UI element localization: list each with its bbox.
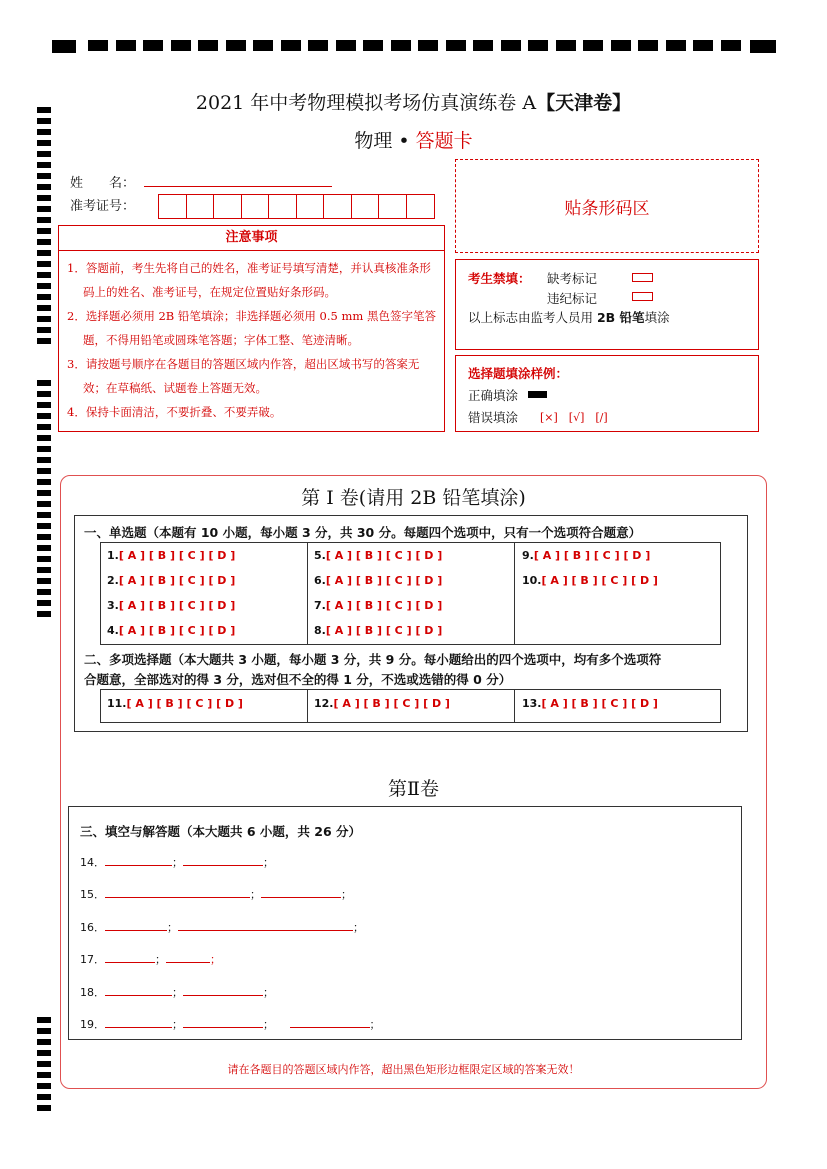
question-row[interactable]: 4.[ A ] [ B ] [ C ] [ D ] — [107, 624, 236, 637]
question-row[interactable]: 8.[ A ] [ B ] [ C ] [ D ] — [314, 624, 443, 637]
notice-heading: 注意事项 — [59, 226, 444, 251]
question-row[interactable]: 9.[ A ] [ B ] [ C ] [ D ] — [522, 549, 651, 562]
multi-choice-heading-1: 二、多项选择题（本大题共 3 小题，每小题 3 分，共 9 分。每小题给出的四个选项中，均有多个选项符 — [84, 652, 662, 667]
answer-blank[interactable] — [261, 888, 341, 898]
question-row[interactable]: 7.[ A ] [ B ] [ C ] [ D ] — [314, 599, 443, 612]
fill-sample-box — [455, 355, 759, 432]
fill-heading: 三、填空与解答题（本大题共 6 小题，共 26 分） — [80, 824, 362, 839]
wrong-label: 错误填涂 — [468, 410, 519, 425]
answer-row-19: 19． ； ； ； — [80, 1018, 381, 1031]
part1-title: 第 I 卷(请用 2B 铅笔填涂) — [301, 487, 526, 509]
name-label: 姓 名： — [70, 176, 136, 191]
footer-warning: 请在各题目的答题区域内作答，超出黑色矩形边框限定区域的答案无效！ — [227, 1063, 580, 1076]
notice-item: 2．选择题必须用 2B 铅笔填涂；非选择题必须用 0.5 mm 黑色签字笔答题，不得用铅笔或圆珠笔答题；字体工整、笔迹清晰。 — [67, 309, 436, 347]
answer-row-16: 16． ； ； — [80, 921, 364, 934]
question-row[interactable]: 1.[ A ] [ B ] [ C ] [ D ] — [107, 549, 236, 562]
absent-label: 缺考标记 — [547, 271, 598, 286]
filled-mark-icon — [528, 391, 547, 398]
multi-choice-heading-2: 合题意，全部选对的得 3 分，选对但不全的得 1 分，不选或选错的得 0 分） — [84, 672, 512, 687]
answer-row-18: 18． ； ； — [80, 986, 274, 999]
answer-blank[interactable] — [105, 1018, 172, 1028]
answer-blank[interactable] — [166, 953, 210, 963]
forbid-note: 以上标志由监考人员用 2B 铅笔填涂 — [468, 310, 670, 325]
correct-label: 正确填涂 — [468, 388, 519, 403]
question-row[interactable]: 3.[ A ] [ B ] [ C ] [ D ] — [107, 599, 236, 612]
notice-item: 3．请按题号顺序在各题目的答题区域内作答，超出区域书写的答案无效；在草稿纸、试题卷上答题无效。 — [67, 357, 420, 395]
question-row[interactable]: 5.[ A ] [ B ] [ C ] [ D ] — [314, 549, 443, 562]
answer-blank[interactable] — [183, 1018, 263, 1028]
answer-row-17: 17． ； ； — [80, 953, 221, 966]
answer-blank[interactable] — [105, 856, 172, 866]
question-row[interactable]: 10.[ A ] [ B ] [ C ] [ D ] — [522, 574, 658, 587]
sample-title: 选择题填涂样例： — [468, 366, 569, 381]
answer-blank[interactable] — [105, 921, 167, 931]
answer-blank[interactable] — [105, 986, 172, 996]
card-subtitle: 物理 • 答题卡 — [354, 130, 473, 152]
top-timing-marks — [52, 40, 776, 53]
barcode-area: 贴条形码区 — [455, 159, 759, 253]
answer-blank[interactable] — [105, 888, 250, 898]
forbid-title: 考生禁填： — [468, 271, 531, 286]
answer-row-14: 14． ； ； — [80, 856, 274, 869]
violation-label: 违纪标记 — [547, 291, 598, 306]
question-row[interactable]: 6.[ A ] [ B ] [ C ] [ D ] — [314, 574, 443, 587]
absent-mark-box[interactable] — [632, 273, 653, 282]
notice-box — [58, 225, 445, 432]
notice-item: 4．保持卡面清洁，不要折叠、不要弄破。 — [67, 405, 282, 419]
question-row[interactable]: 11.[ A ] [ B ] [ C ] [ D ] — [107, 697, 243, 710]
answer-blank[interactable] — [178, 921, 353, 931]
single-choice-heading: 一、单选题（本题有 10 小题，每小题 3 分，共 30 分。每题四个选项中，只有一个选项符合题意） — [84, 525, 642, 540]
exam-title: 2021 年中考物理模拟考场仿真演练卷 A【天津卷】 — [195, 92, 632, 114]
question-row[interactable]: 2.[ A ] [ B ] [ C ] [ D ] — [107, 574, 236, 587]
answer-blank[interactable] — [183, 856, 263, 866]
id-label: 准考证号： — [70, 199, 136, 214]
name-field[interactable] — [144, 186, 332, 187]
answer-blank[interactable] — [183, 986, 263, 996]
notice-item: 1．答题前，考生先将自己的姓名，准考证号填写清楚，并认真核准条形码上的姓名、准考证号，在规定位置贴好条形码。 — [67, 261, 431, 299]
examiner-only-box — [455, 259, 759, 350]
answer-blank[interactable] — [105, 953, 155, 963]
exam-id-boxes[interactable] — [158, 194, 435, 219]
answer-row-15: 15． ； ； — [80, 888, 352, 901]
wrong-marks: [×] [√] [/] — [540, 411, 608, 424]
answer-blank[interactable] — [290, 1018, 370, 1028]
part2-title: 第Ⅱ卷 — [388, 778, 439, 800]
violation-mark-box[interactable] — [632, 292, 653, 301]
question-row[interactable]: 13.[ A ] [ B ] [ C ] [ D ] — [522, 697, 658, 710]
question-row[interactable]: 12.[ A ] [ B ] [ C ] [ D ] — [314, 697, 450, 710]
